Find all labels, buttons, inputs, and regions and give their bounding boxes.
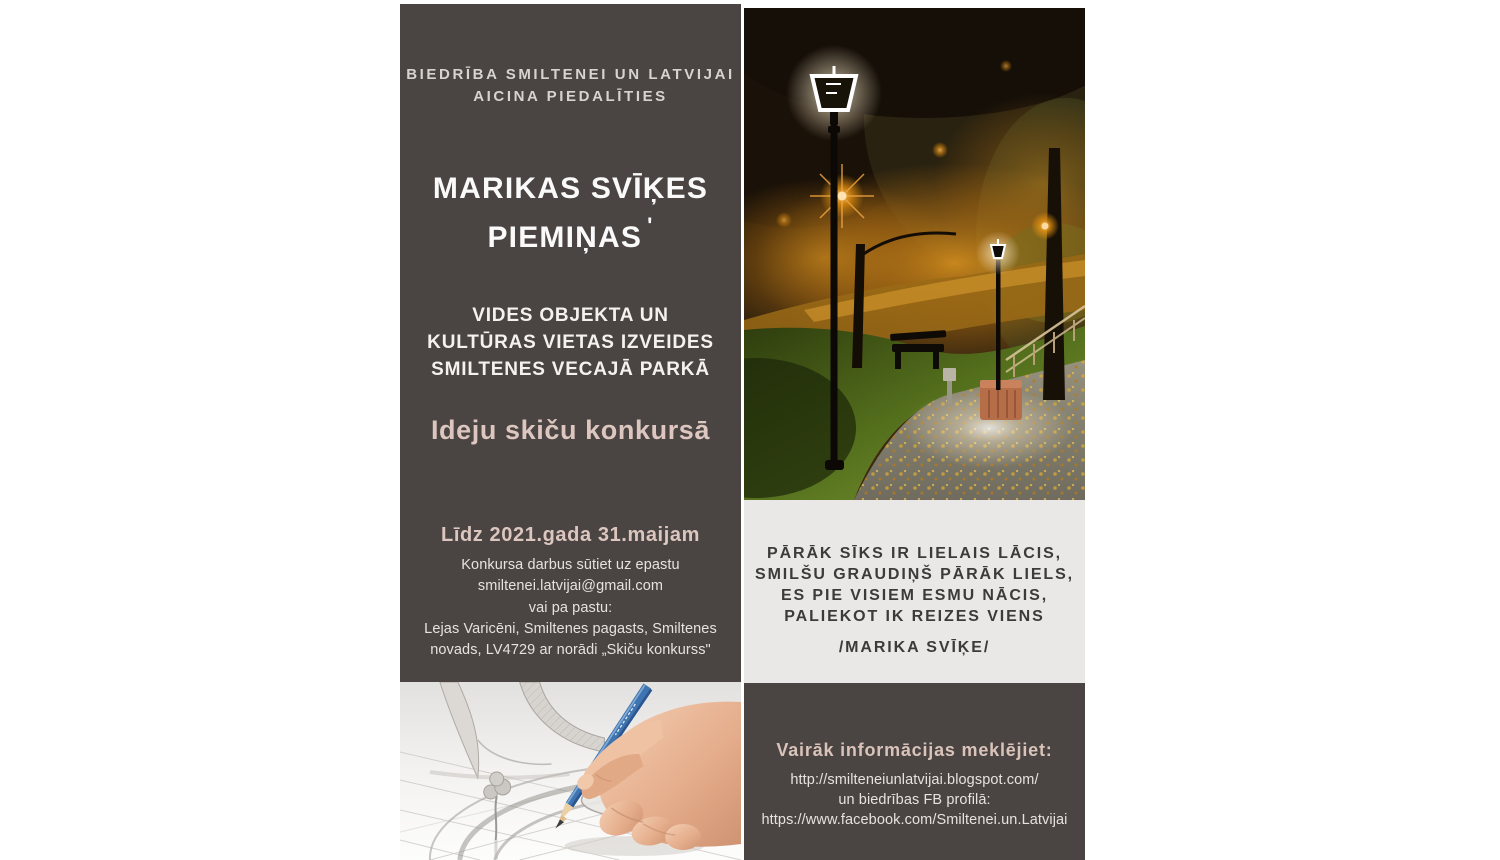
left-column (400, 0, 741, 860)
contact-line-3: vai pa pastu: (528, 599, 613, 616)
blog-url: http://smilteneiunlatvijai.blogspot.com/ (790, 772, 1039, 788)
main-title (400, 170, 741, 256)
poem-line-3: ES PIE VISIEM ESMU NĀCIS, (780, 587, 1049, 604)
facebook-url: https://www.facebook.com/Smiltenei.un.Latvijai (761, 812, 1068, 828)
info-heading: Vairāk informācijas meklējiet: (776, 740, 1053, 760)
title-line-1: MARIKAS SVĪĶES (432, 172, 709, 205)
park-night-illustration (744, 8, 1085, 500)
title-line-2-text: PIEMIŅAS (487, 221, 643, 254)
info-links (744, 770, 1085, 830)
poem-author: /MARIKA SVĪĶE/ (838, 639, 991, 656)
contact-line-4: Lejas Varicēni, Smiltenes pagasts, Smiltenes (424, 620, 717, 637)
poem-panel (744, 500, 1085, 683)
intro-text (400, 64, 741, 108)
contact-line-5: novads, LV4729 ar norādi „Skiču konkurss" (430, 642, 711, 659)
left-dark-panel (400, 4, 741, 682)
planter-box (980, 380, 1022, 420)
poem-line-4: PALIEKOT IK REIZES VIENS (784, 608, 1045, 625)
subtitle (400, 302, 741, 383)
fb-profile-label: un biedrības FB profilā: (838, 792, 991, 808)
subtitle-line-3: SMILTENES VECAJĀ PARKĀ (431, 359, 710, 380)
hand-sketch-illustration (400, 682, 741, 860)
poem-line-2: SMILŠU GRAUDIŅŠ PĀRĀK LIELS, (755, 566, 1074, 583)
tagline: Ideju skiču konkursā (430, 415, 711, 445)
intro-line-2: AICINA PIEDALĪTIES (473, 88, 668, 105)
intro-line-1: BIEDRĪBA SMILTENEI UN LATVIJAI (406, 66, 735, 83)
park-night-photo (744, 8, 1085, 500)
info-panel (744, 683, 1085, 860)
subtitle-line-2: KULTŪRAS VIETAS IZVEIDES (427, 332, 714, 353)
title-line-2 (400, 207, 741, 256)
hand-sketch-photo (400, 682, 741, 860)
right-column (744, 0, 1085, 860)
subtitle-line-1: VIDES OBJEKTA UN (472, 305, 669, 326)
contact-email: smiltenei.latvijai@gmail.com (477, 578, 664, 595)
deadline: Līdz 2021.gada 31.maijam (441, 524, 700, 546)
poem-line-1: PĀRĀK SĪKS IR LIELAIS LĀCIS, (767, 545, 1062, 562)
contact-block (400, 555, 741, 661)
contact-line-1: Konkursa darbus sūtiet uz epastu (461, 557, 680, 573)
poem (744, 543, 1085, 627)
poster (400, 0, 1085, 860)
title-apostrophe: ' (647, 213, 654, 238)
